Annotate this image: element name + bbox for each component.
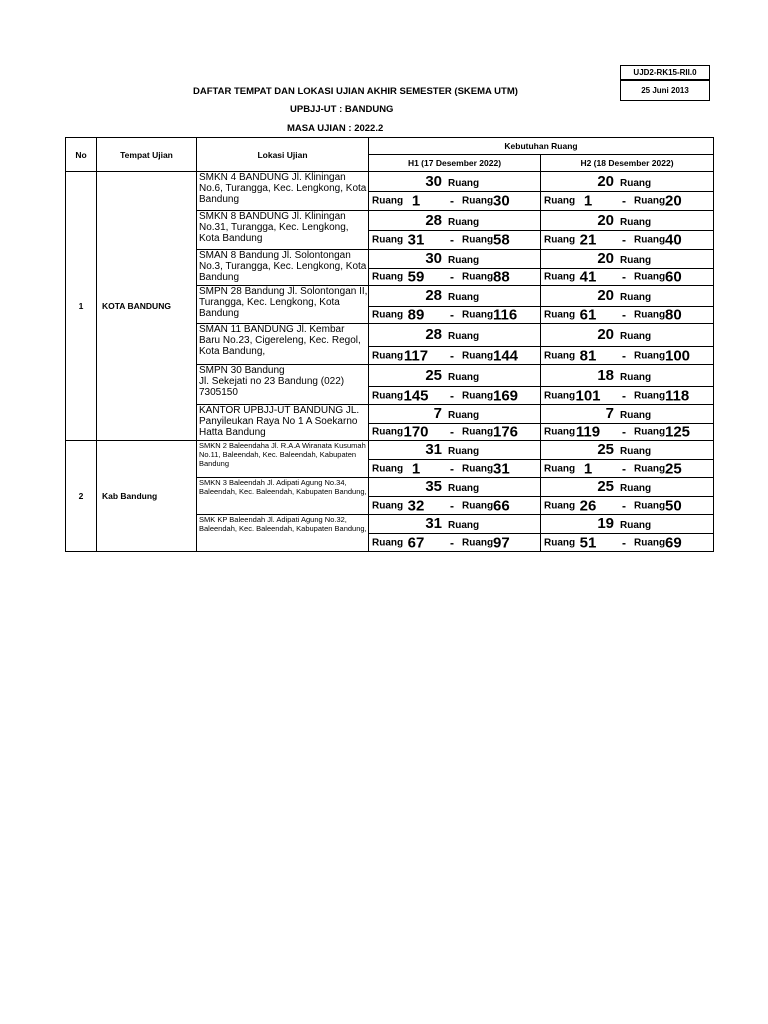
range-dash: - xyxy=(622,388,626,403)
room-range-h2 xyxy=(541,192,714,211)
room-range-end: 88 xyxy=(493,268,510,286)
room-count-h1 xyxy=(369,250,541,269)
room-label: Ruang xyxy=(634,463,666,474)
room-range-end: 176 xyxy=(493,423,519,441)
room-count-value: 28 xyxy=(425,287,442,304)
table-row xyxy=(66,441,714,460)
room-range-end: 80 xyxy=(665,306,682,324)
room-label: Ruang xyxy=(448,216,480,228)
exam-location: SMK KP Baleendah Jl. Adipati Agung No.32, Baleendah, Kec. Baleendah, Kabupaten Bandung, xyxy=(197,515,369,552)
room-range-h2 xyxy=(541,534,714,552)
exam-location: SMKN 8 BANDUNG Jl. Kliningan No.31, Turangga, Kec. Lengkong, Kota Bandung xyxy=(197,211,369,250)
room-count-value: 31 xyxy=(425,515,442,532)
room-count-value: 28 xyxy=(425,326,442,343)
room-label: Ruang xyxy=(620,177,652,189)
room-count-h1 xyxy=(369,211,541,231)
room-range-h1 xyxy=(369,307,541,324)
room-count-value: 30 xyxy=(425,172,442,190)
range-dash: - xyxy=(450,498,454,513)
room-count-h2 xyxy=(541,441,714,460)
room-label: Ruang xyxy=(620,483,652,494)
room-range-start: 117 xyxy=(403,347,429,364)
room-label: Ruang xyxy=(544,271,576,283)
room-label: Ruang xyxy=(544,195,576,207)
exam-location: SMAN 8 Bandung Jl. Solontongan No.3, Turangga, Kec. Lengkong, Kota Bandung xyxy=(197,250,369,286)
header-room-need: Kebutuhan Ruang xyxy=(369,138,714,155)
room-label: Ruang xyxy=(634,309,666,321)
room-count-value: 7 xyxy=(433,405,442,422)
room-range-start: 81 xyxy=(579,347,597,364)
room-range-start: 31 xyxy=(407,231,425,249)
room-count-value: 25 xyxy=(597,441,614,458)
room-range-end: 40 xyxy=(665,231,682,249)
room-label: Ruang xyxy=(544,426,576,438)
range-dash: - xyxy=(622,461,626,476)
row-number: 1 xyxy=(66,172,97,441)
exam-location: KANTOR UPBJJ-UT BANDUNG JL. Panyileukan Raya No 1 A Soekarno Hatta Bandung xyxy=(197,405,369,441)
exam-location: SMPN 28 Bandung Jl. Solontongan II, Turangga, Kec. Lengkong, Kota Bandung xyxy=(197,286,369,324)
exam-period: MASA UJIAN : 2022.2 xyxy=(287,123,384,134)
room-label: Ruang xyxy=(634,234,666,246)
room-count-h2 xyxy=(541,515,714,534)
room-range-h2 xyxy=(541,424,714,441)
room-count-value: 25 xyxy=(597,478,614,495)
header-location: Lokasi Ujian xyxy=(197,138,369,172)
room-count-h2 xyxy=(541,250,714,269)
room-count-h1 xyxy=(369,172,541,192)
room-range-end: 66 xyxy=(493,497,510,514)
room-count-h1 xyxy=(369,515,541,534)
room-label: Ruang xyxy=(544,309,576,321)
room-range-start: 1 xyxy=(411,460,421,477)
room-range-h1 xyxy=(369,424,541,441)
room-label: Ruang xyxy=(620,255,652,266)
room-range-end: 125 xyxy=(665,423,691,441)
room-label: Ruang xyxy=(372,234,404,246)
room-count-h2 xyxy=(541,405,714,424)
room-range-start: 1 xyxy=(411,192,421,210)
room-count-h2 xyxy=(541,172,714,192)
range-dash: - xyxy=(450,535,454,550)
room-label: Ruang xyxy=(462,537,494,548)
room-range-h1 xyxy=(369,387,541,405)
room-count-value: 7 xyxy=(605,405,614,422)
room-range-end: 100 xyxy=(665,347,691,364)
room-label: Ruang xyxy=(634,195,666,207)
room-label: Ruang xyxy=(634,500,666,511)
room-label: Ruang xyxy=(620,520,652,531)
room-label: Ruang xyxy=(462,350,494,361)
room-range-start: 67 xyxy=(407,534,425,551)
room-label: Ruang xyxy=(372,463,404,474)
range-dash: - xyxy=(622,194,626,208)
room-label: Ruang xyxy=(620,446,652,457)
room-count-h1 xyxy=(369,441,541,460)
room-count-h2 xyxy=(541,286,714,307)
room-range-end: 31 xyxy=(493,460,510,477)
exam-location: SMKN 4 BANDUNG Jl. Kliningan No.6, Turangga, Kec. Lengkong, Kota Bandung xyxy=(197,172,369,211)
room-count-h2 xyxy=(541,478,714,497)
room-label: Ruang xyxy=(544,390,576,401)
room-range-end: 25 xyxy=(665,460,682,477)
room-count-h1 xyxy=(369,405,541,424)
room-count-value: 20 xyxy=(597,287,614,304)
room-range-start: 145 xyxy=(403,387,429,404)
room-label: Ruang xyxy=(544,350,576,361)
room-label: Ruang xyxy=(372,537,404,548)
room-label: Ruang xyxy=(448,520,480,531)
header-no: No xyxy=(66,138,97,172)
room-count-value: 20 xyxy=(597,211,614,229)
range-dash: - xyxy=(622,270,626,284)
range-dash: - xyxy=(622,308,626,322)
range-dash: - xyxy=(450,388,454,403)
exam-location-table xyxy=(65,137,714,552)
room-range-h1 xyxy=(369,269,541,286)
room-range-h2 xyxy=(541,269,714,286)
room-label: Ruang xyxy=(634,271,666,283)
room-range-start: 41 xyxy=(579,268,597,286)
room-range-start: 21 xyxy=(579,231,597,249)
range-dash: - xyxy=(622,233,626,247)
room-label: Ruang xyxy=(372,350,404,361)
table-row xyxy=(66,172,714,192)
room-label: Ruang xyxy=(462,463,494,474)
range-dash: - xyxy=(622,348,626,363)
room-label: Ruang xyxy=(372,500,404,511)
room-count-h1 xyxy=(369,286,541,307)
room-range-end: 169 xyxy=(493,387,519,404)
room-count-value: 30 xyxy=(425,250,442,267)
room-label: Ruang xyxy=(462,309,494,321)
room-range-start: 101 xyxy=(575,387,601,404)
range-dash: - xyxy=(450,461,454,476)
room-label: Ruang xyxy=(634,537,666,548)
table-body xyxy=(66,172,714,552)
document-code: UJD2-RK15-RII.0 xyxy=(620,65,710,80)
room-range-start: 51 xyxy=(579,534,597,551)
document-date: 25 Juni 2013 xyxy=(620,80,710,101)
room-label: Ruang xyxy=(448,177,480,189)
room-label: Ruang xyxy=(462,271,494,283)
room-range-end: 30 xyxy=(493,192,510,210)
room-range-start: 26 xyxy=(579,497,597,514)
room-label: Ruang xyxy=(544,537,576,548)
range-dash: - xyxy=(450,348,454,363)
exam-place: KOTA BANDUNG xyxy=(97,172,197,441)
room-count-h2 xyxy=(541,365,714,387)
room-label: Ruang xyxy=(448,483,480,494)
range-dash: - xyxy=(450,308,454,322)
room-range-h1 xyxy=(369,534,541,552)
room-range-h2 xyxy=(541,497,714,515)
room-label: Ruang xyxy=(462,500,494,511)
room-range-h1 xyxy=(369,347,541,365)
room-label: Ruang xyxy=(544,463,576,474)
room-label: Ruang xyxy=(372,271,404,283)
room-range-start: 1 xyxy=(583,460,593,477)
room-label: Ruang xyxy=(544,500,576,511)
room-count-value: 31 xyxy=(425,441,442,458)
range-dash: - xyxy=(450,270,454,284)
room-count-value: 35 xyxy=(425,478,442,495)
room-label: Ruang xyxy=(634,426,666,438)
room-count-value: 28 xyxy=(425,211,442,229)
room-range-end: 116 xyxy=(493,306,518,324)
room-count-value: 25 xyxy=(425,366,442,384)
room-range-h1 xyxy=(369,192,541,211)
room-label: Ruang xyxy=(448,331,480,342)
document-title: DAFTAR TEMPAT DAN LOKASI UJIAN AKHIR SEMESTER (SKEMA UTM) xyxy=(193,86,518,97)
room-label: Ruang xyxy=(620,292,652,303)
room-range-start: 89 xyxy=(407,306,425,324)
exam-location: SMAN 11 BANDUNG Jl. Kembar Baru No.23, Cigereleng, Kec. Regol, Kota Bandung, xyxy=(197,324,369,365)
range-dash: - xyxy=(450,194,454,208)
room-count-h2 xyxy=(541,324,714,347)
room-count-h2 xyxy=(541,211,714,231)
room-label: Ruang xyxy=(448,292,480,303)
room-range-start: 119 xyxy=(575,423,601,441)
room-count-value: 20 xyxy=(597,250,614,267)
exam-place: Kab Bandung xyxy=(97,441,197,552)
room-count-h1 xyxy=(369,478,541,497)
room-label: Ruang xyxy=(372,195,404,207)
range-dash: - xyxy=(622,498,626,513)
header-place: Tempat Ujian xyxy=(97,138,197,172)
room-count-value: 18 xyxy=(597,366,614,384)
room-range-start: 59 xyxy=(407,268,425,286)
room-count-h1 xyxy=(369,365,541,387)
room-range-h2 xyxy=(541,307,714,324)
room-count-value: 20 xyxy=(597,326,614,343)
range-dash: - xyxy=(450,425,454,439)
room-range-h2 xyxy=(541,460,714,478)
room-range-h2 xyxy=(541,231,714,250)
room-label: Ruang xyxy=(634,390,666,401)
room-count-value: 19 xyxy=(597,515,614,532)
room-range-end: 144 xyxy=(493,347,519,364)
room-range-end: 58 xyxy=(493,231,510,249)
header-h1: H1 (17 Desember 2022) xyxy=(369,155,541,172)
room-label: Ruang xyxy=(372,309,404,321)
room-label: Ruang xyxy=(448,255,480,266)
room-label: Ruang xyxy=(620,216,652,228)
room-range-end: 50 xyxy=(665,497,682,514)
room-label: Ruang xyxy=(634,350,666,361)
room-range-end: 97 xyxy=(493,534,510,551)
room-range-end: 60 xyxy=(665,268,682,286)
exam-location: SMKN 3 Baleendah Jl. Adipati Agung No.34, Baleendah, Kec. Baleendah, Kabupaten Bandung, xyxy=(197,478,369,515)
room-label: Ruang xyxy=(620,331,652,342)
room-range-end: 118 xyxy=(665,387,690,404)
exam-location: SMKN 2 Baleendaha Jl. R.A.A Wiranata Kusumah No.11, Baleendah, Kec. Baleendah, Kabupaten Bandung xyxy=(197,441,369,478)
room-count-value: 20 xyxy=(597,172,614,190)
room-count-h1 xyxy=(369,324,541,347)
room-label: Ruang xyxy=(544,234,576,246)
range-dash: - xyxy=(450,233,454,247)
room-range-h1 xyxy=(369,231,541,250)
room-range-h1 xyxy=(369,460,541,478)
room-range-start: 170 xyxy=(403,423,429,441)
room-range-end: 20 xyxy=(665,192,682,210)
room-label: Ruang xyxy=(448,371,480,383)
room-range-start: 61 xyxy=(579,306,597,324)
room-label: Ruang xyxy=(620,371,652,383)
header-h2: H2 (18 Desember 2022) xyxy=(541,155,714,172)
room-label: Ruang xyxy=(462,234,494,246)
room-label: Ruang xyxy=(462,390,494,401)
room-range-end: 69 xyxy=(665,534,682,551)
room-label: Ruang xyxy=(462,426,494,438)
room-range-h2 xyxy=(541,347,714,365)
document-unit: UPBJJ-UT : BANDUNG xyxy=(290,104,394,115)
room-range-start: 32 xyxy=(407,497,425,514)
room-label: Ruang xyxy=(372,426,404,438)
room-label: Ruang xyxy=(448,446,480,457)
room-label: Ruang xyxy=(448,410,480,421)
exam-location: SMPN 30 Bandung Jl. Sekejati no 23 Bandung (022) 7305150 xyxy=(197,365,369,405)
room-label: Ruang xyxy=(372,390,404,401)
range-dash: - xyxy=(622,535,626,550)
room-label: Ruang xyxy=(462,195,494,207)
room-range-start: 1 xyxy=(583,192,593,210)
range-dash: - xyxy=(622,425,626,439)
room-label: Ruang xyxy=(620,410,652,421)
room-range-h1 xyxy=(369,497,541,515)
row-number: 2 xyxy=(66,441,97,552)
room-range-h2 xyxy=(541,387,714,405)
